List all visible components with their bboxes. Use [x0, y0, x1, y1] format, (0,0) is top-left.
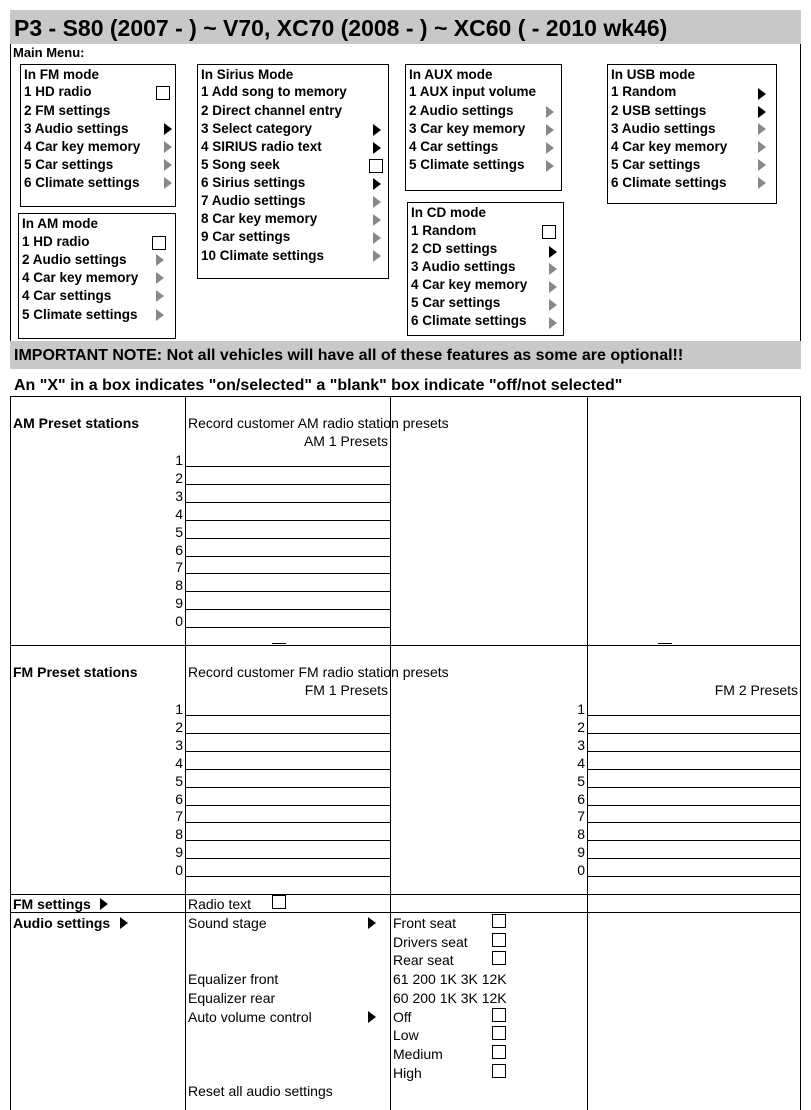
- menu-item[interactable]: 5 Car settings: [24, 157, 114, 172]
- arrow-right-icon: [549, 263, 557, 275]
- preset-entry-line[interactable]: [185, 769, 390, 770]
- menu-item[interactable]: 3 Select category: [201, 121, 313, 136]
- preset-entry-line[interactable]: [185, 715, 390, 716]
- arrow-right-icon: [549, 246, 557, 258]
- sirius-mode-box: [197, 64, 389, 279]
- main-menu-label: Main Menu:: [13, 45, 85, 60]
- menu-item[interactable]: 1 Add song to memory: [201, 84, 347, 99]
- menu-item[interactable]: 6 Climate settings: [411, 313, 527, 328]
- menu-item[interactable]: 7 Audio settings: [201, 193, 306, 208]
- arrow-right-icon: [758, 123, 766, 135]
- preset-entry-line[interactable]: [185, 787, 390, 788]
- arrow-right-icon: [100, 898, 108, 910]
- sound-stage-label: Sound stage: [188, 915, 267, 931]
- arrow-right-icon: [164, 159, 172, 171]
- auto-volume-low-label: Low: [393, 1027, 419, 1043]
- cd-mode-box: [407, 202, 564, 336]
- am-presets-record-text: Record customer AM radio station presets: [188, 415, 449, 431]
- preset-number: 1: [577, 701, 585, 717]
- preset-number: 7: [577, 808, 585, 825]
- am-presets-label: AM Preset stations: [13, 415, 140, 431]
- arrow-right-icon: [549, 281, 557, 293]
- equalizer-front-label: Equalizer front: [188, 971, 279, 987]
- preset-number: 6: [175, 790, 183, 807]
- cd-mode-title: In CD mode: [411, 205, 487, 220]
- grid-line: [390, 396, 391, 1110]
- preset-entry-line[interactable]: [185, 840, 390, 841]
- preset-number: 4: [577, 754, 585, 771]
- menu-item[interactable]: 6 Climate settings: [24, 175, 140, 190]
- preset-entry-line[interactable]: [185, 502, 390, 503]
- auto-volume-high-checkbox[interactable]: [492, 1064, 506, 1078]
- arrow-right-icon: [546, 124, 554, 136]
- auto-volume-low-checkbox[interactable]: [492, 1026, 506, 1040]
- arrow-right-icon: [120, 917, 128, 929]
- preset-number: 9: [175, 844, 183, 861]
- auto-volume-medium-checkbox[interactable]: [492, 1045, 506, 1059]
- arrow-right-icon: [373, 142, 381, 154]
- rear-seat-checkbox[interactable]: [492, 951, 506, 965]
- arrow-right-icon: [373, 178, 381, 190]
- preset-entry-line[interactable]: [587, 733, 800, 734]
- preset-number: 0: [175, 613, 183, 630]
- preset-number: 5: [175, 772, 183, 789]
- auto-volume-off-label: Off: [393, 1009, 412, 1025]
- grid-line: [10, 396, 801, 397]
- arrow-right-icon: [758, 141, 766, 153]
- equalizer-rear-values: 60 200 1K 3K 12K: [393, 990, 507, 1006]
- arrow-right-icon: [373, 232, 381, 244]
- arrow-right-icon: [156, 272, 164, 284]
- drivers-seat-label: Drivers seat: [393, 934, 468, 950]
- grid-line: [800, 396, 801, 1110]
- menu-item[interactable]: 2 FM settings: [24, 103, 111, 118]
- usb-mode-title: In USB mode: [611, 67, 696, 82]
- arrow-right-icon: [546, 160, 554, 172]
- menu-item[interactable]: 5 Song seek: [201, 157, 280, 172]
- preset-number: 1: [175, 452, 183, 468]
- preset-number: 2: [175, 718, 183, 735]
- preset-number: 3: [175, 736, 183, 753]
- arrow-right-icon: [368, 1011, 376, 1023]
- checkbox[interactable]: [156, 86, 170, 100]
- menu-item[interactable]: 3 Audio settings: [411, 259, 516, 274]
- grid-line: [587, 396, 588, 1110]
- menu-item[interactable]: 2 Audio settings: [409, 103, 514, 118]
- am-mode-title: In AM mode: [22, 216, 98, 231]
- preset-number: 6: [577, 790, 585, 807]
- preset-number: 9: [175, 595, 183, 612]
- preset-entry-line[interactable]: [587, 822, 800, 823]
- preset-number: 7: [175, 808, 183, 825]
- menu-item[interactable]: 1 HD radio: [24, 84, 92, 99]
- menu-item[interactable]: 2 USB settings: [611, 103, 707, 118]
- sirius-mode-title: In Sirius Mode: [201, 67, 294, 82]
- menu-item[interactable]: 3 Car key memory: [409, 121, 526, 136]
- preset-number: 8: [175, 826, 183, 843]
- aux-mode-title: In AUX mode: [409, 67, 493, 82]
- front-seat-label: Front seat: [393, 915, 457, 931]
- preset-entry-line[interactable]: [185, 733, 390, 734]
- preset-number: 0: [175, 862, 183, 879]
- arrow-right-icon: [368, 917, 376, 929]
- arrow-right-icon: [164, 177, 172, 189]
- am-mode-box: [18, 213, 176, 339]
- radio-text-checkbox[interactable]: [272, 895, 286, 909]
- grid-line: [10, 912, 801, 913]
- arrow-right-icon: [549, 299, 557, 311]
- menu-item[interactable]: 2 Audio settings: [22, 252, 127, 267]
- preset-entry-line[interactable]: [185, 538, 390, 539]
- preset-entry-line[interactable]: [185, 822, 390, 823]
- menu-item[interactable]: 4 Car key memory: [22, 270, 139, 285]
- equalizer-front-values: 61 200 1K 3K 12K: [393, 971, 507, 987]
- menu-item[interactable]: 4 Car settings: [409, 139, 499, 154]
- grid-line: [10, 645, 801, 646]
- preset-entry-line[interactable]: [185, 805, 390, 806]
- preset-entry-line[interactable]: [185, 645, 390, 646]
- aux-mode-box: [405, 64, 562, 191]
- arrow-right-icon: [758, 106, 766, 118]
- fm-1-presets-label: FM 1 Presets: [304, 682, 388, 698]
- preset-entry-line[interactable]: [185, 751, 390, 752]
- preset-entry-line[interactable]: [185, 609, 390, 610]
- radio-text-label: Radio text: [188, 896, 252, 912]
- menu-item[interactable]: 5 Car settings: [611, 157, 701, 172]
- arrow-right-icon: [546, 142, 554, 154]
- menu-item[interactable]: 5 Car settings: [411, 295, 501, 310]
- auto-volume-high-label: High: [393, 1065, 422, 1081]
- fm-mode-box: [20, 64, 176, 207]
- preset-entry-line[interactable]: [587, 805, 800, 806]
- menu-item[interactable]: 6 Climate settings: [611, 175, 727, 190]
- arrow-right-icon: [758, 177, 766, 189]
- menu-item[interactable]: 3 Audio settings: [611, 121, 716, 136]
- menu-item[interactable]: 4 Car key memory: [411, 277, 528, 292]
- rear-seat-label: Rear seat: [393, 952, 454, 968]
- arrow-right-icon: [156, 309, 164, 321]
- front-seat-checkbox[interactable]: [492, 914, 506, 928]
- arrow-right-icon: [549, 317, 557, 329]
- preset-entry-line[interactable]: [185, 556, 390, 557]
- checkbox[interactable]: [152, 236, 166, 250]
- preset-number: 0: [577, 862, 585, 879]
- menu-item[interactable]: 5 Climate settings: [409, 157, 525, 172]
- preset-number: 6: [175, 541, 183, 558]
- menu-item[interactable]: 9 Car settings: [201, 229, 291, 244]
- menu-item[interactable]: 6 Sirius settings: [201, 175, 306, 190]
- arrow-right-icon: [164, 123, 172, 135]
- menu-item[interactable]: 4 Car key memory: [24, 139, 141, 154]
- audio-settings-label: Audio settings: [13, 915, 111, 931]
- preset-number: 1: [175, 701, 183, 717]
- fm-settings-label: FM settings: [13, 896, 91, 912]
- preset-entry-line[interactable]: [587, 769, 800, 770]
- legend-subtitle: An "X" in a box indicates "on/selected" a "blank" box indicate "off/not selected": [14, 377, 623, 394]
- arrow-right-icon: [546, 106, 554, 118]
- equalizer-rear-label: Equalizer rear: [188, 990, 276, 1006]
- arrow-right-icon: [373, 196, 381, 208]
- preset-number: 5: [577, 772, 585, 789]
- menu-item[interactable]: 1 HD radio: [22, 234, 90, 249]
- arrow-right-icon: [156, 254, 164, 266]
- preset-entry-line[interactable]: [587, 840, 800, 841]
- drivers-seat-checkbox[interactable]: [492, 933, 506, 947]
- grid-line: [272, 643, 286, 644]
- preset-number: 8: [175, 577, 183, 594]
- preset-entry-line[interactable]: [587, 715, 800, 716]
- auto-volume-label: Auto volume control: [188, 1009, 312, 1025]
- grid-line: [10, 396, 11, 1110]
- menu-item[interactable]: 1 AUX input volume: [409, 84, 537, 99]
- preset-entry-line[interactable]: [185, 484, 390, 485]
- page-title: P3 - S80 (2007 - ) ~ V70, XC70 (2008 - ) ~ XC60 ( - 2010 wk46): [10, 10, 801, 44]
- arrow-right-icon: [373, 124, 381, 136]
- am-1-presets-label: AM 1 Presets: [303, 433, 388, 449]
- grid-line: [185, 396, 186, 1110]
- menu-item[interactable]: 3 Audio settings: [24, 121, 129, 136]
- preset-entry-line[interactable]: [185, 591, 390, 592]
- preset-entry-line[interactable]: [587, 894, 800, 895]
- preset-number: 4: [175, 754, 183, 771]
- usb-mode-box: [607, 64, 777, 204]
- arrow-right-icon: [156, 290, 164, 302]
- arrow-right-icon: [758, 159, 766, 171]
- preset-number: 2: [577, 718, 585, 735]
- preset-number: 2: [175, 469, 183, 486]
- arrow-right-icon: [164, 141, 172, 153]
- auto-volume-medium-label: Medium: [393, 1046, 443, 1062]
- menu-item[interactable]: 8 Car key memory: [201, 211, 318, 226]
- preset-number: 3: [577, 736, 585, 753]
- preset-entry-line[interactable]: [185, 876, 390, 877]
- menu-item[interactable]: 1 Random: [411, 223, 477, 238]
- preset-entry-line[interactable]: [185, 573, 390, 574]
- arrow-right-icon: [758, 88, 766, 100]
- preset-entry-line[interactable]: [587, 787, 800, 788]
- preset-entry-line[interactable]: [587, 876, 800, 877]
- menu-item[interactable]: 5 Climate settings: [22, 307, 138, 322]
- menu-item[interactable]: 2 CD settings: [411, 241, 498, 256]
- preset-number: 7: [175, 559, 183, 576]
- preset-number: 4: [175, 505, 183, 522]
- menu-item[interactable]: 2 Direct channel entry: [201, 103, 343, 118]
- preset-entry-line[interactable]: [185, 894, 390, 895]
- menu-item[interactable]: 4 Car settings: [22, 288, 112, 303]
- preset-number: 5: [175, 523, 183, 540]
- preset-number: 9: [577, 844, 585, 861]
- auto-volume-off-checkbox[interactable]: [492, 1008, 506, 1022]
- preset-entry-line[interactable]: [587, 858, 800, 859]
- fm-mode-title: In FM mode: [24, 67, 99, 82]
- menu-item[interactable]: 4 Car key memory: [611, 139, 728, 154]
- preset-entry-line[interactable]: [185, 858, 390, 859]
- preset-entry-line[interactable]: [185, 627, 390, 628]
- preset-entry-line[interactable]: [185, 520, 390, 521]
- menu-item[interactable]: 10 Climate settings: [201, 248, 325, 263]
- grid-line: [658, 643, 672, 644]
- checkbox[interactable]: [542, 225, 556, 239]
- preset-number: 3: [175, 487, 183, 504]
- reset-audio-label[interactable]: Reset all audio settings: [188, 1083, 333, 1099]
- preset-entry-line[interactable]: [185, 466, 390, 467]
- fm-presets-label: FM Preset stations: [13, 664, 138, 680]
- arrow-right-icon: [373, 250, 381, 262]
- checkbox[interactable]: [369, 159, 383, 173]
- fm-presets-record-text: Record customer FM radio station presets: [188, 664, 449, 680]
- menu-item[interactable]: 4 SIRIUS radio text: [201, 139, 322, 154]
- preset-entry-line[interactable]: [587, 751, 800, 752]
- preset-number: 8: [577, 826, 585, 843]
- menu-item[interactable]: 1 Random: [611, 84, 677, 99]
- important-note: IMPORTANT NOTE: Not all vehicles will have all of these features as some are optional!!: [10, 341, 801, 369]
- fm-2-presets-label: FM 2 Presets: [714, 682, 798, 698]
- arrow-right-icon: [373, 214, 381, 226]
